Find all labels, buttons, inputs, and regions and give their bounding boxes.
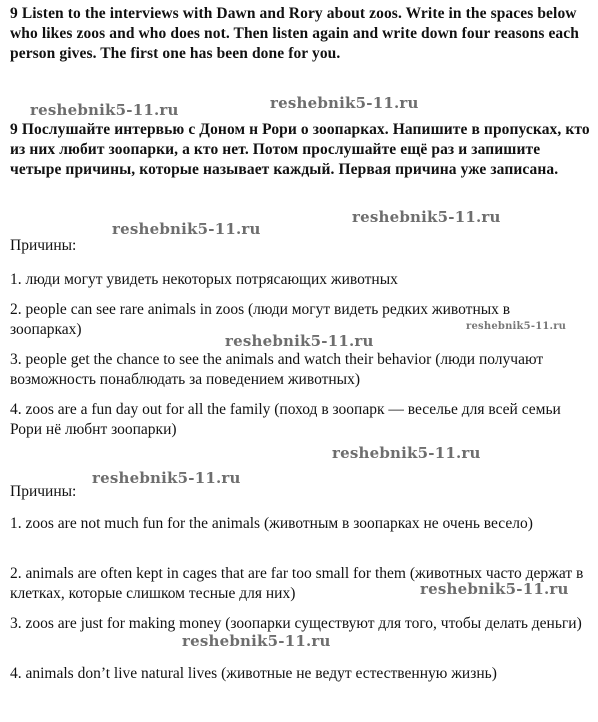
section1-item-3: 3. people get the chance to see the animals and watch their behavior (люди получают возможность понаблюдать за поведением животных): [10, 351, 544, 388]
watermark: reshebnik5-11.ru: [225, 332, 374, 350]
section2-item-4: 4. animals don’t live natural lives (животные не ведут естественную жизнь): [10, 665, 497, 682]
watermark: reshebnik5-11.ru: [182, 632, 331, 650]
section1-heading: Причины:: [10, 237, 77, 254]
watermark: reshebnik5-11.ru: [466, 321, 567, 332]
watermark: reshebnik5-11.ru: [332, 444, 481, 462]
watermark: reshebnik5-11.ru: [270, 94, 419, 112]
section2-heading: Причины:: [10, 483, 77, 500]
section2-item-2: 2. animals are often kept in cages that are far too small for them (животных часто держат в клетках, которые слишком тесные для них): [10, 565, 584, 602]
watermark: reshebnik5-11.ru: [30, 101, 179, 119]
task-instruction-russian: 9 Послушайте интервью с Доном н Рори о зоопарках. Напишите в пропусках, кто из них любит зоопарки, а кто нет. Потом прослушайте ещё раз и запишите четыре причины, которые называет каждый. Первая причина уже записана.: [10, 121, 590, 178]
watermark: reshebnik5-11.ru: [92, 469, 241, 487]
watermark: reshebnik5-11.ru: [352, 208, 501, 226]
section2-item-1: 1. zoos are not much fun for the animals (животным в зоопарках не очень весело): [10, 515, 533, 532]
watermark: reshebnik5-11.ru: [112, 220, 261, 238]
watermark: reshebnik5-11.ru: [420, 580, 569, 598]
section2-item-3: 3. zoos are just for making money (зоопарки существуют для того, чтобы делать деньги): [10, 615, 582, 632]
section1-item-2: 2. people can see rare animals in zoos (люди могут видеть редких животных в зоопарках): [10, 301, 511, 338]
section1-item-4: 4. zoos are a fun day out for all the family (поход в зоопарк — веселье для всей семьи Рори нё любнт зоопарки): [10, 401, 561, 438]
section1-item-1: 1. люди могут увидеть некоторых потрясающих животных: [10, 271, 398, 288]
task-instruction-english: 9 Listen to the interviews with Dawn and Rory about zoos. Write in the spaces below who likes zoos and who does not. Then listen again and write down four reasons each person gives. The first one has been done for you.: [10, 5, 579, 62]
